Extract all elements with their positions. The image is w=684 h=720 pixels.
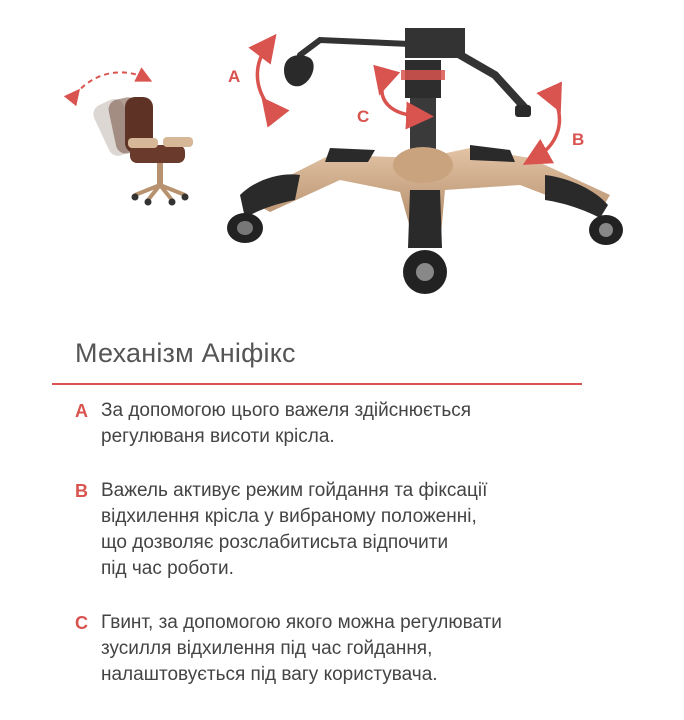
item-text-c: Гвинт, за допомогою якого можна регулювати зусилля відхилення під час гойдання, налаштовується під вагу користувача. [101,612,502,685]
item-letter-a: A [75,401,88,421]
item-text-b: Важель активує режим гойдання та фіксації відхилення крісла у вибраному положенні, що дозволяє розслабитисьта відпочити під час роботи. [101,480,488,579]
marker-a-label: A [228,67,241,86]
item-letter-c: C [75,613,88,633]
section-title: Механізм Аніфікс [75,338,296,368]
list-item [75,610,635,688]
item-letter-b: B [75,481,88,501]
arrow-a-icon [257,45,270,108]
chair-diagram [0,0,684,310]
feature-list [75,398,635,688]
arrow-b-icon [535,100,559,158]
chair-base-mechanism [227,28,623,294]
item-text-a: За допомогою цього важеля здійснюється регулюваня висоти крісла. [101,400,472,447]
list-item [75,398,635,450]
marker-c-label: C [357,107,370,126]
list-item [75,478,635,582]
small-chair-thumbnail [75,72,193,205]
title-divider [52,383,582,385]
chair-mechanism-illustration [0,0,684,310]
marker-b-label: B [572,130,585,149]
